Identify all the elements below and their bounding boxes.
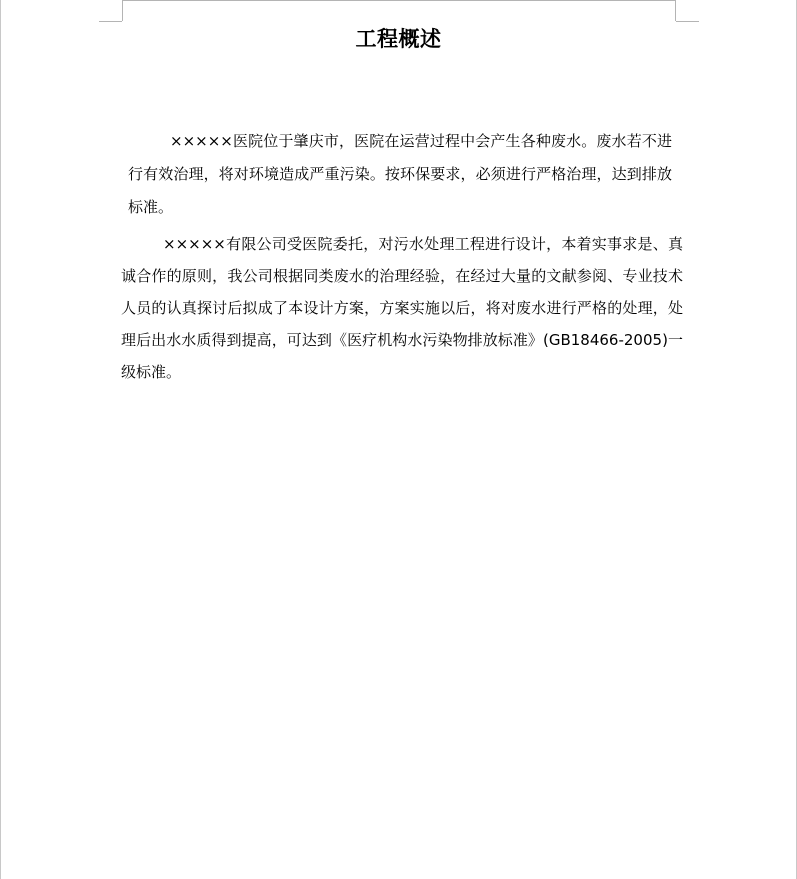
crop-mark-top-left-vertical bbox=[122, 0, 123, 21]
document-title: 工程概述 bbox=[355, 26, 442, 51]
crop-mark-top-left-horizontal bbox=[99, 21, 122, 22]
crop-mark-top-right-vertical bbox=[675, 0, 676, 21]
paragraph-hospital-intro: ×××××医院位于肇庆市，医院在运营过程中会产生各种废水。废水若不进行有效治理，将对环境造成严重污染。按环保要求，必须进行严格治理，达到排放标准。 bbox=[128, 132, 672, 216]
page-top-edge bbox=[122, 0, 676, 1]
crop-mark-top-right-horizontal bbox=[676, 21, 699, 22]
paragraph-company-design: ×××××有限公司受医院委托，对污水处理工程进行设计，本着实事求是、真诚合作的原则，我公司根据同类废水的治理经验，在经过大量的文献参阅、专业技术人员的认真探讨后拟成了本设计方案，方案实施以后，将对废水进行严格的处理，处理后出水水质得到提高，可达到《医疗机构水污染物排放标准》(GB18466-2005)一级标准。 bbox=[121, 235, 683, 381]
